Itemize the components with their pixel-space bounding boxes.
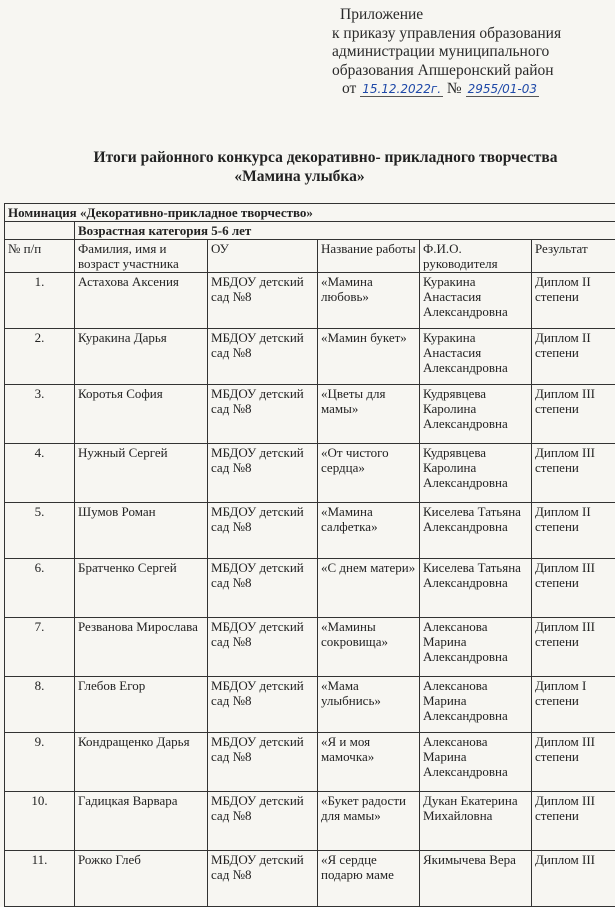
organization-cell: МБДОУ детский сад №8 <box>208 618 318 677</box>
result-cell: Диплом III <box>532 851 615 907</box>
appendix-block <box>332 6 561 99</box>
nomination-cell: Номинация «Декоративно-прикладное творчество» <box>5 204 615 222</box>
appendix-line-1: Приложение <box>332 6 561 25</box>
row-number-cell: 10. <box>5 792 75 851</box>
table-row <box>5 503 615 559</box>
organization-cell: МБДОУ детский сад №8 <box>208 677 318 733</box>
row-number-cell: 11. <box>5 851 75 907</box>
document-title: Итоги районного конкурса декоративно- прикладного творчества <box>18 148 615 167</box>
work-title-cell: «Мамина любовь» <box>318 273 420 329</box>
table-row <box>5 851 615 907</box>
table-row <box>5 618 615 677</box>
result-cell: Диплом III степени <box>532 733 615 792</box>
leader-name-cell: Якимычева Вера <box>420 851 532 907</box>
participant-name-cell: Гадицкая Варвара <box>75 792 208 851</box>
organization-cell: МБДОУ детский сад №8 <box>208 385 318 444</box>
work-title-cell: «Мамина салфетка» <box>318 503 420 559</box>
work-title-cell: «Мамин букет» <box>318 329 420 385</box>
category-cell: Возрастная категория 5-6 лет <box>75 222 615 240</box>
work-title-cell: «Я сердце подарю маме <box>318 851 420 907</box>
participant-name-cell: Кондращенко Дарья <box>75 733 208 792</box>
result-cell: Диплом II степени <box>532 329 615 385</box>
leader-name-cell: Киселева Татьяна Александровна <box>420 503 532 559</box>
work-title-cell: «Мамины сокровища» <box>318 618 420 677</box>
header-name: Фамилия, имя и возраст участника <box>75 240 208 273</box>
number-label: № <box>447 80 462 97</box>
order-line <box>332 80 561 99</box>
leader-name-cell: Алексанова Марина Александровна <box>420 733 532 792</box>
table-row <box>5 559 615 618</box>
work-title-cell: «Я и моя мамочка» <box>318 733 420 792</box>
result-cell: Диплом III степени <box>532 559 615 618</box>
work-title-cell: «Букет радости для мамы» <box>318 792 420 851</box>
leader-name-cell: Куракина Анастасия Александровна <box>420 273 532 329</box>
participant-name-cell: Коротья София <box>75 385 208 444</box>
participant-name-cell: Астахова Аксения <box>75 273 208 329</box>
leader-name-cell: Киселева Татьяна Александровна <box>420 559 532 618</box>
row-number-cell: 3. <box>5 385 75 444</box>
appendix-line-4: образования Апшеронский район <box>332 62 561 81</box>
header-result: Результат <box>532 240 615 273</box>
work-title-cell: «С днем матери» <box>318 559 420 618</box>
table-row <box>5 677 615 733</box>
results-table <box>4 203 615 907</box>
nomination-row <box>5 204 615 222</box>
table-row <box>5 792 615 851</box>
participant-name-cell: Глебов Егор <box>75 677 208 733</box>
header-num: № п/п <box>5 240 75 273</box>
participant-name-cell: Резванова Мирослава <box>75 618 208 677</box>
organization-cell: МБДОУ детский сад №8 <box>208 503 318 559</box>
header-leader: Ф.И.О. руководителя <box>420 240 532 273</box>
header-org: ОУ <box>208 240 318 273</box>
leader-name-cell: Кудрявцева Каролина Александровна <box>420 385 532 444</box>
table-row <box>5 273 615 329</box>
work-title-cell: «Цветы для мамы» <box>318 385 420 444</box>
header-row <box>5 240 615 273</box>
table-row <box>5 444 615 503</box>
organization-cell: МБДОУ детский сад №8 <box>208 559 318 618</box>
order-date: 15.12.2022г. <box>360 82 443 97</box>
participant-name-cell: Братченко Сергей <box>75 559 208 618</box>
organization-cell: МБДОУ детский сад №8 <box>208 733 318 792</box>
participant-name-cell: Нужный Сергей <box>75 444 208 503</box>
result-cell: Диплом III степени <box>532 444 615 503</box>
row-number-cell: 8. <box>5 677 75 733</box>
row-number-cell: 6. <box>5 559 75 618</box>
result-cell: Диплом III степени <box>532 385 615 444</box>
organization-cell: МБДОУ детский сад №8 <box>208 444 318 503</box>
leader-name-cell: Дукан Екатерина Михайловна <box>420 792 532 851</box>
result-cell: Диплом II степени <box>532 273 615 329</box>
participant-name-cell: Куракина Дарья <box>75 329 208 385</box>
organization-cell: МБДОУ детский сад №8 <box>208 792 318 851</box>
work-title-cell: «От чистого сердца» <box>318 444 420 503</box>
order-number: 2955/01-03 <box>466 82 539 97</box>
organization-cell: МБДОУ детский сад №8 <box>208 851 318 907</box>
result-cell: Диплом III степени <box>532 618 615 677</box>
from-label: от <box>342 80 356 97</box>
leader-name-cell: Алексанова Марина Александровна <box>420 677 532 733</box>
table-row <box>5 733 615 792</box>
leader-name-cell: Кудрявцева Каролина Александровна <box>420 444 532 503</box>
result-cell: Диплом II степени <box>532 503 615 559</box>
organization-cell: МБДОУ детский сад №8 <box>208 329 318 385</box>
participant-name-cell: Шумов Роман <box>75 503 208 559</box>
category-spacer <box>5 222 75 240</box>
row-number-cell: 4. <box>5 444 75 503</box>
participant-name-cell: Рожко Глеб <box>75 851 208 907</box>
table-row <box>5 385 615 444</box>
row-number-cell: 5. <box>5 503 75 559</box>
row-number-cell: 1. <box>5 273 75 329</box>
document-subtitle: «Мамина улыбка» <box>0 167 607 186</box>
work-title-cell: «Мама улыбнись» <box>318 677 420 733</box>
row-number-cell: 9. <box>5 733 75 792</box>
row-number-cell: 7. <box>5 618 75 677</box>
organization-cell: МБДОУ детский сад №8 <box>208 273 318 329</box>
appendix-line-3: администрации муниципального <box>332 43 561 62</box>
table-row <box>5 329 615 385</box>
row-number-cell: 2. <box>5 329 75 385</box>
leader-name-cell: Куракина Анастасия Александровна <box>420 329 532 385</box>
result-cell: Диплом I степени <box>532 677 615 733</box>
result-cell: Диплом III степени <box>532 792 615 851</box>
header-work: Название работы <box>318 240 420 273</box>
category-row <box>5 222 615 240</box>
leader-name-cell: Алексанова Марина Александровна <box>420 618 532 677</box>
appendix-line-2: к приказу управления образования <box>332 25 561 44</box>
